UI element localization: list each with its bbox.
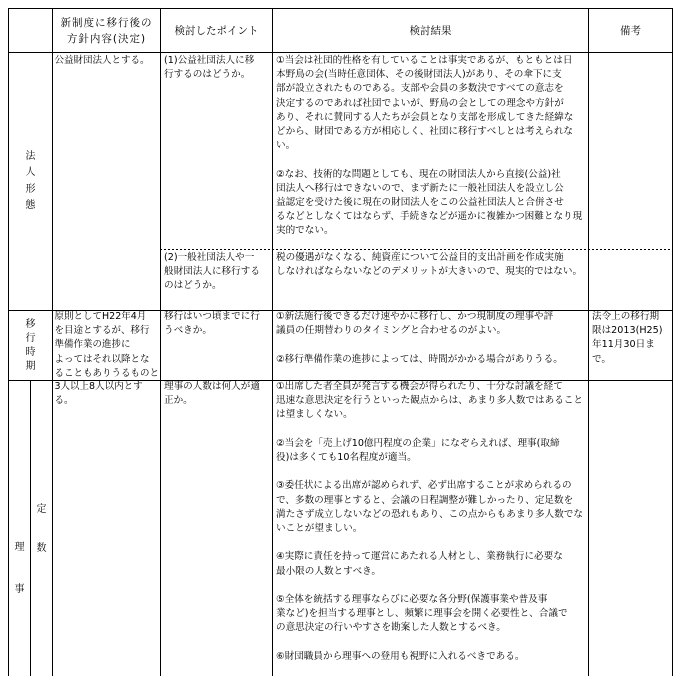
row-corporate-form-policy: 公益財団法人とする。 [54, 55, 150, 66]
row-directors-sub-label-text: 定数 [36, 503, 47, 554]
row-transition-timing-policy: 原則としてH22年4月 を目途とするが、移行 準備作業の進捗に よってはそれ以降とな ることもありうるものと [54, 311, 160, 379]
row-corporate-form-notes [589, 53, 672, 310]
grid-line [672, 8, 673, 676]
header-category [9, 9, 52, 52]
row-transition-timing-result: ①新法施行後できるだけ速やかに移行し、かつ現制度の理事や評 議員の任期替わりのタイミングと合わせるのがよい。 ②移行準備作業の進捗によっては、時間がかかる場合がありうる。 [276, 311, 563, 365]
row-corporate-form-label-text: 法人形態 [25, 150, 36, 211]
row-corporate-form-label [9, 53, 52, 310]
row-directors-notes [589, 381, 672, 676]
row-corporate-form-result-2: 税の優遇がなくなる、純資産について公益目的支出計画を作成実施 しなければならないなどのデメリットが大きいので、現実的ではない。 [276, 252, 583, 278]
row-corporate-form-result-1: ①当会は社団的性格を有していることは事実であるが、もともとは日 本野鳥の会(当時任意団体、その後財団法人)があり、その傘下に支 部が設立されたものである。支部や会員の多数決ですべての意志を 決定するのであれば社団でよいが、野鳥の会としての理念や方針が あり、それに賛同する人たちが会員となり支部を形成してきた経緯な どから、財団である方が相応しく、社団に移行すべしとは考えられな い。 ②なお、技術的な問題としても、現在の財団法人から直接(公益)社 団法人へ移行はできないので、まず新たに一般社団法人を設立し公 益認定を受けた後に現在の財団法人をこの公益社団法人と合併させ るなどとしなくてはならず、手続きなどが遥かに複雑かつ困難となり現 実的でない。 [276, 55, 583, 237]
header-results [273, 9, 588, 52]
header-notes [589, 9, 672, 52]
grid-line [8, 52, 673, 53]
header-notes-text: 備考 [620, 24, 641, 37]
row-directors-point: 理事の人数は何人が適 正か。 [164, 381, 260, 407]
header-results-text: 検討結果 [409, 24, 452, 37]
row-directors-label [9, 527, 30, 611]
row-transition-timing-notes: 法令上の移行期 限は2013(H25) 年11月30日ま で。 [592, 311, 663, 365]
header-policy [53, 9, 160, 52]
row-transition-timing-label [9, 311, 52, 380]
row-transition-timing-point: 移行はいつ頃までに行 うべきか。 [164, 311, 260, 337]
row-directors-result: ①出席した者全員が発言する機会が得られたり、十分な討議を経て 迅速な意思決定を行うといった観点からは、あまり多人数ではあること は望ましくない。 ②当会を「売上げ10億円程度の企業」になぞらえれば、理事(取締 役)は多くても10名程度が適当。 ③委任状による出席が認められず、必ず出席することが求められるの で、多数の理事とすると、会議の日程調整が難しかったり、定足数を 満たさず成立しないなどの恐れもあり、この点からもあまり多人数でな いことが望ましい。 ④実際に責任を持って運営にあたれる人材とし、業務執行に必要な 最小限の人数とすべき。 ⑤全体を統括する理事ならびに必要な各分野(保護事業や普及事 業など)を担当する理事とし、頻繁に理事会を開く必要性と、合議で の意思決定の行いやすさを勘案した人数とするべき。 ⑥財団職員から理事への登用も視野に入れるべきである。 [276, 381, 583, 662]
header-policy-text: 新制度に移行後の 方針内容(決定) [60, 16, 153, 45]
row-corporate-form-point-1: (1)公益社団法人に移 行するのはどうか。 [164, 55, 255, 81]
row-corporate-form-point-2: (2)一般社団法人や一 般財団法人に移行する のはどうか。 [164, 252, 260, 292]
row-directors-sub-label [31, 381, 52, 676]
header-points-text: 検討したポイント [174, 24, 259, 37]
row-directors-policy: 3人以上8人以内とす る。 [54, 381, 143, 407]
row-transition-timing-label-text: 移行時期 [25, 318, 36, 372]
row-directors-label-text: 理事 [14, 542, 25, 595]
header-points [161, 9, 272, 52]
